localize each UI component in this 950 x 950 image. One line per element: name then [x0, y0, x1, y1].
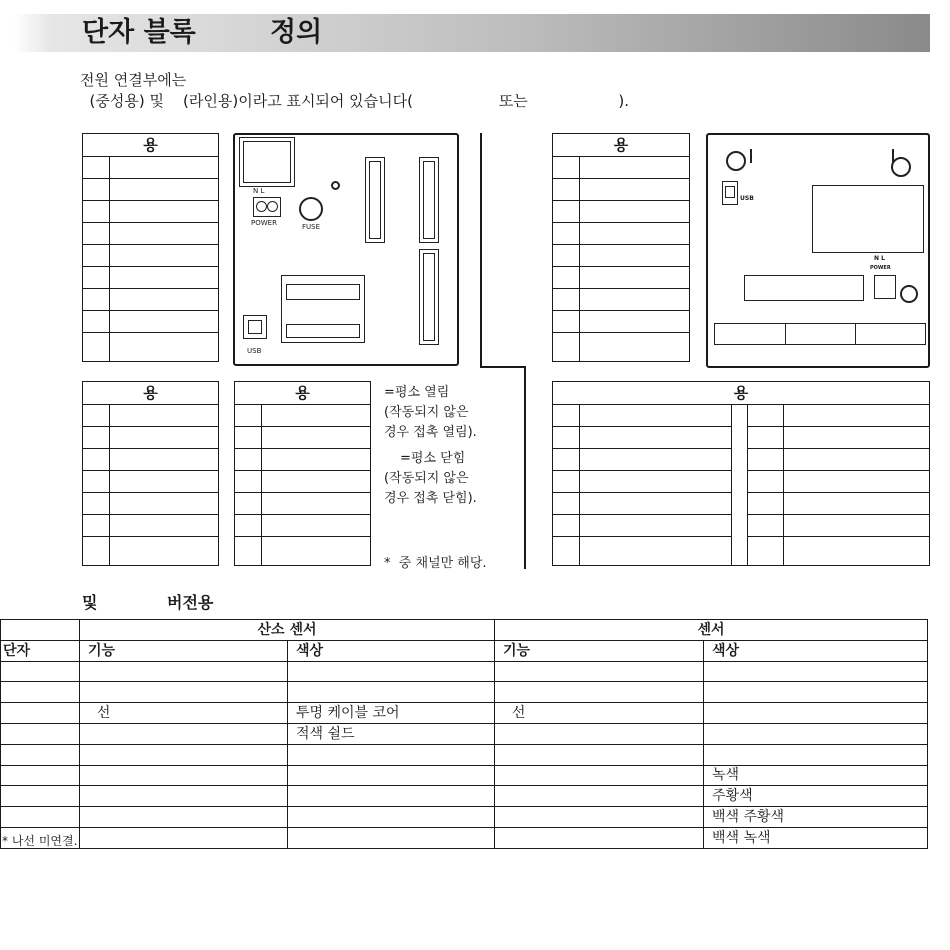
divider-vertical-2	[524, 366, 526, 569]
divider-horizontal	[480, 366, 524, 368]
fuse-icon	[900, 285, 918, 303]
section-title-b: 버전용	[167, 593, 214, 612]
table-row: 적색 쉴드	[1, 723, 928, 744]
page-title-suffix: 정의	[270, 17, 323, 48]
table-row: 선 투명 케이블 코어 선	[1, 703, 928, 724]
mounting-hole-icon	[891, 157, 911, 177]
ribbon-connector	[744, 275, 864, 301]
block-header: 용	[235, 382, 371, 405]
column-header-color: 색상	[704, 640, 928, 661]
fuse-icon	[299, 197, 323, 221]
power-connector	[253, 197, 281, 217]
intro-line-1: 전원 연결부에는	[80, 71, 187, 89]
note-normally-closed-1: =평소 닫힘	[400, 451, 466, 466]
divider-vertical	[480, 133, 482, 368]
intro-line-2: (중성용) 및 (라인용)이라고 표시되어 있습니다( 또는 ).	[80, 92, 630, 110]
power-label: POWER	[870, 265, 891, 271]
section-title-a: 및	[82, 593, 98, 612]
wiring-table	[0, 619, 928, 849]
mounting-hole-icon	[726, 151, 746, 171]
column-header-terminal: 단자	[1, 640, 80, 661]
group-header-oxygen: 산소 센서	[80, 620, 495, 641]
table-row	[1, 682, 928, 703]
block-header: 용	[553, 134, 690, 157]
note-normally-open-1: =평소 열림	[384, 385, 450, 400]
column-header-function: 기능	[80, 640, 288, 661]
terminal-block-top-left	[82, 133, 219, 362]
note-normally-closed-2: (작동되지 않은	[384, 471, 469, 486]
usb-label: USB	[740, 195, 754, 202]
power-connector	[874, 275, 896, 299]
group-header-sensor: 센서	[495, 620, 928, 641]
nl-label: N L	[874, 255, 885, 262]
terminal-strip	[714, 323, 926, 345]
usb-port-icon	[243, 315, 267, 339]
nl-label: N L	[253, 187, 265, 195]
display-window	[812, 185, 924, 253]
block-header: 용	[83, 134, 219, 157]
column-header-function: 기능	[495, 640, 704, 661]
table-row	[1, 744, 928, 765]
note-channel-footnote: * 중 채널만 해당.	[384, 556, 487, 571]
relay-block	[281, 275, 365, 343]
table-row: 녹색	[1, 765, 928, 786]
fuse-label: FUSE	[302, 223, 321, 231]
usb-label: USB	[247, 347, 262, 355]
connector-strip-3	[419, 249, 439, 345]
table-row: 주황색	[1, 786, 928, 807]
note-normally-closed-3: 경우 접촉 닫힘).	[384, 491, 477, 506]
terminal-block-bottom-right	[552, 381, 930, 566]
table-row	[1, 661, 928, 682]
controller-board-diagram	[233, 133, 459, 366]
block-header: 용	[553, 382, 930, 405]
usb-port-icon	[722, 181, 738, 205]
connector-strip-1	[365, 157, 385, 243]
terminal-block-top-right	[552, 133, 690, 362]
power-label: POWER	[251, 219, 277, 227]
column-header-color: 색상	[288, 640, 495, 661]
note-normally-open-3: 경우 접촉 열림).	[384, 425, 477, 440]
footnote: * 나선 미연결.	[2, 834, 78, 848]
mounting-hole-icon	[331, 181, 340, 190]
table-row: 백색 주황색	[1, 807, 928, 828]
terminal-block-bottom-left-b	[234, 381, 371, 566]
sensor-board-diagram	[706, 133, 930, 368]
terminal-block-bottom-left-a	[82, 381, 219, 566]
note-normally-open-2: (작동되지 않은	[384, 405, 469, 420]
pin-header	[750, 149, 894, 163]
block-header: 용	[83, 382, 219, 405]
connector-strip-2	[419, 157, 439, 243]
page-title: 단자 블록	[82, 17, 196, 48]
table-row: 백색 녹색	[1, 827, 928, 848]
